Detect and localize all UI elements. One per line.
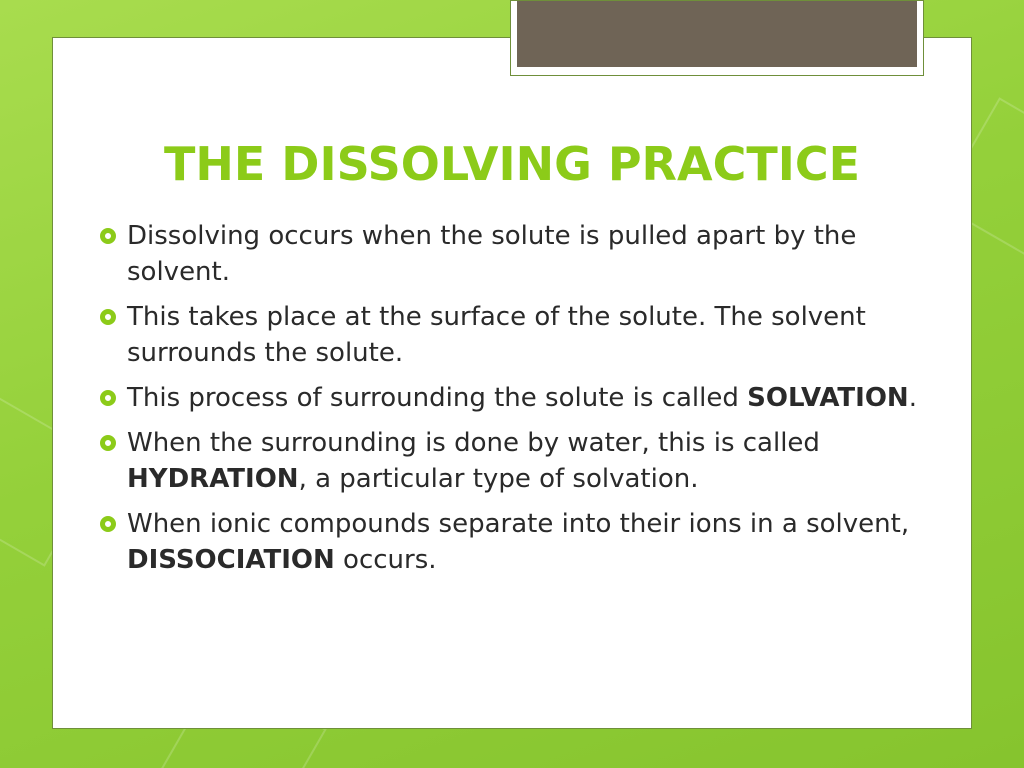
bullet-text: This takes place at the surface of the solute. The solvent surrounds the solute. <box>127 302 866 368</box>
bullet-list <box>100 218 940 587</box>
bullet-ring-icon <box>100 228 116 244</box>
bullet-ring-icon <box>100 435 116 451</box>
bullet-text: When the surrounding is done by water, this is called <box>127 428 820 458</box>
bullet-ring-icon <box>100 309 116 325</box>
bullet-text: This process of surrounding the solute is called <box>127 383 748 413</box>
bullet-text: , a particular type of solvation. <box>298 464 699 494</box>
bullet-item <box>100 218 940 290</box>
bullet-text: When ionic compounds separate into their ions in a solvent, <box>127 509 910 539</box>
bullet-bold-term: SOLVATION <box>747 383 909 413</box>
slide-title: THE DISSOLVING PRACTICE <box>163 137 861 191</box>
bullet-bold-term: DISSOCIATION <box>127 545 335 575</box>
title-tab-fill <box>517 1 917 67</box>
bullet-item <box>100 425 940 497</box>
title-tab-decoration <box>510 0 924 76</box>
bullet-ring-icon <box>100 516 116 532</box>
bullet-bold-term: HYDRATION <box>127 464 299 494</box>
bullet-item <box>100 506 940 578</box>
bullet-ring-icon <box>100 390 116 406</box>
bullet-text: Dissolving occurs when the solute is pulled apart by the solvent. <box>127 221 857 287</box>
bullet-item <box>100 299 940 371</box>
bullet-text: occurs. <box>334 545 437 575</box>
bullet-text: . <box>908 383 917 413</box>
bullet-item <box>100 380 940 416</box>
